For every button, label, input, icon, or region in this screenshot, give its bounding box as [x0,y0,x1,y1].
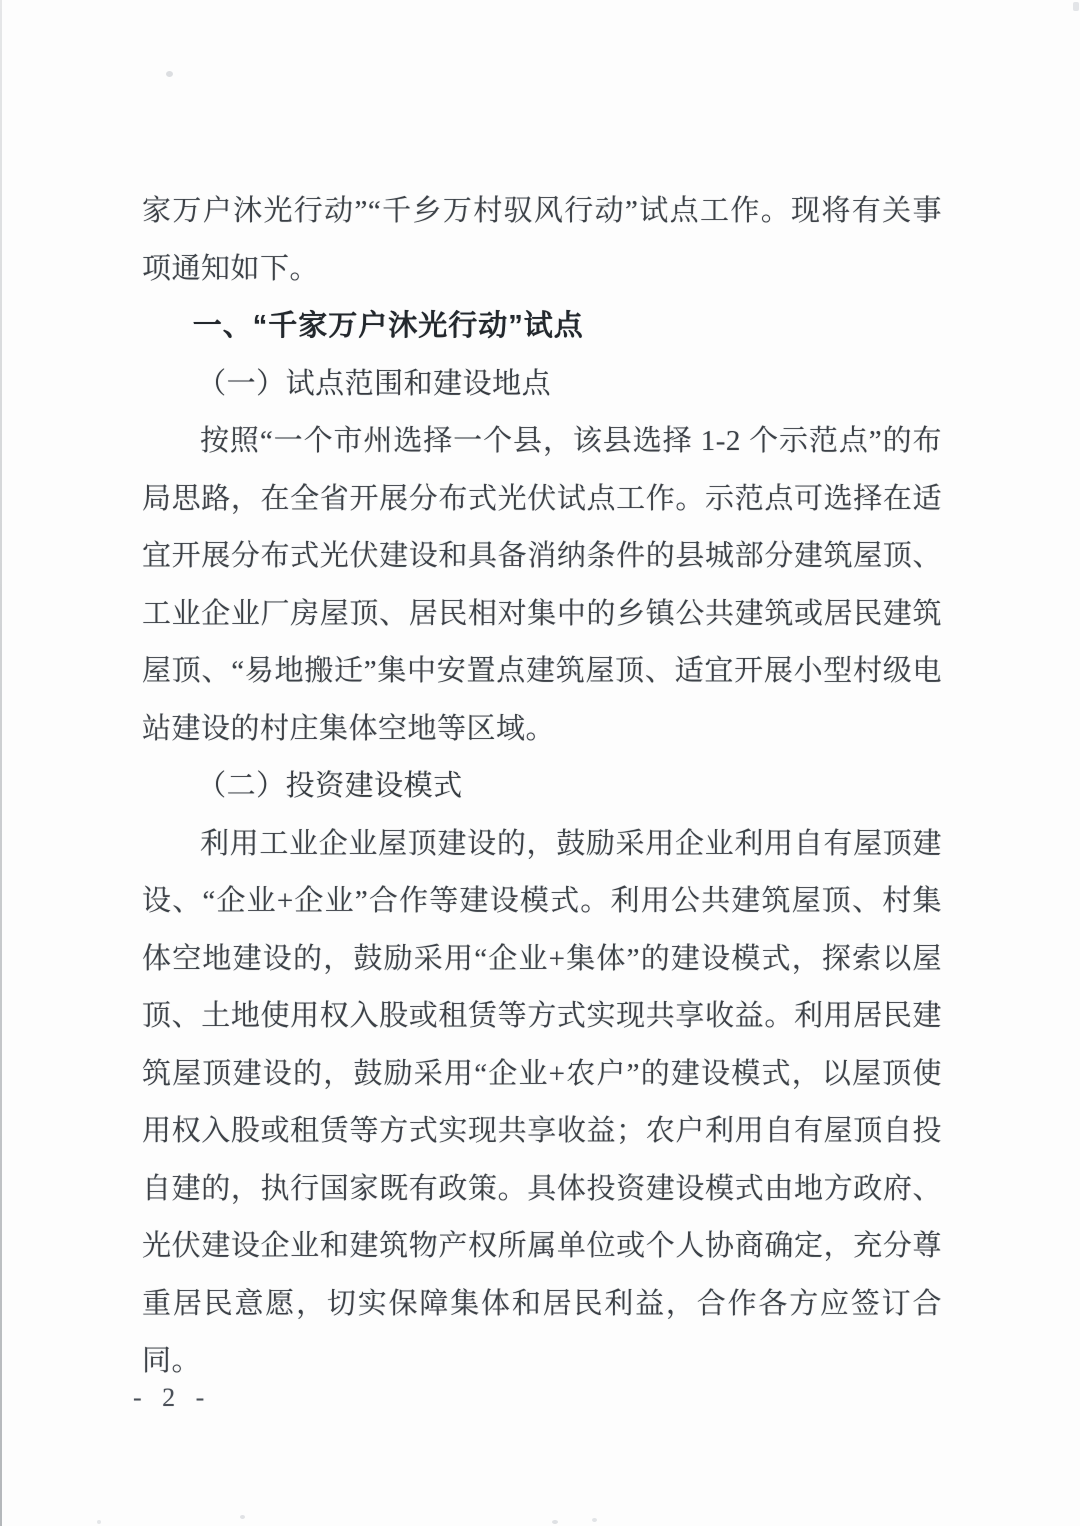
subsection-1-1-paragraph: 按照“一个市州选择一个县，该县选择 1-2 个示范点”的布局思路，在全省开展分布式光伏试点工作。示范点可选择在适宜开展分布式光伏建设和具备消纳条件的县城部分建筑屋顶、工业企业厂房屋顶、居民相对集中的乡镇公共建筑或居民建筑屋顶、“易地搬迁”集中安置点建筑屋顶、适宜开展小型村级电站建设的村庄集体空地等区域。 [142,425,942,745]
scan-speckle [592,1518,597,1522]
intro-continuation-paragraph: 家万户沐光行动”“千乡万村驭风行动”试点工作。现将有关事项通知如下。 [142,195,942,285]
scan-speckle [97,1520,101,1524]
scan-edge-artifact [0,0,2,1526]
scan-speckle [166,71,173,77]
page-number: - 2 - [133,1383,212,1412]
subsection-1-2-paragraph: 利用工业企业屋顶建设的，鼓励采用企业利用自有屋顶建设、“企业+企业”合作等建设模式。利用公共建筑屋顶、村集体空地建设的，鼓励采用“企业+集体”的建设模式，探索以屋顶、土地使用权入股或租赁等方式实现共享收益。利用居民建筑屋顶建设的，鼓励采用“企业+农户”的建设模式，以屋顶使用权入股或租赁等方式实现共享收益；农户利用自有屋顶自投自建的，执行国家既有政策。具体投资建设模式由地方政府、光伏建设企业和建筑物产权所属单位或个人协商确定，充分尊重居民意愿，切实保障集体和居民利益，合作各方应签订合同。 [142,827,942,1377]
document-body [142,183,942,1391]
section-1-heading: 一、“千家万户沐光行动”试点 [192,310,584,342]
subsection-1-1-heading: （一）试点范围和建设地点 [197,367,552,400]
scan-speckle [1073,2,1079,11]
subsection-1-2-heading: （二）投资建设模式 [197,770,463,802]
scan-speckle [552,1520,558,1524]
scan-speckle [240,1515,245,1519]
